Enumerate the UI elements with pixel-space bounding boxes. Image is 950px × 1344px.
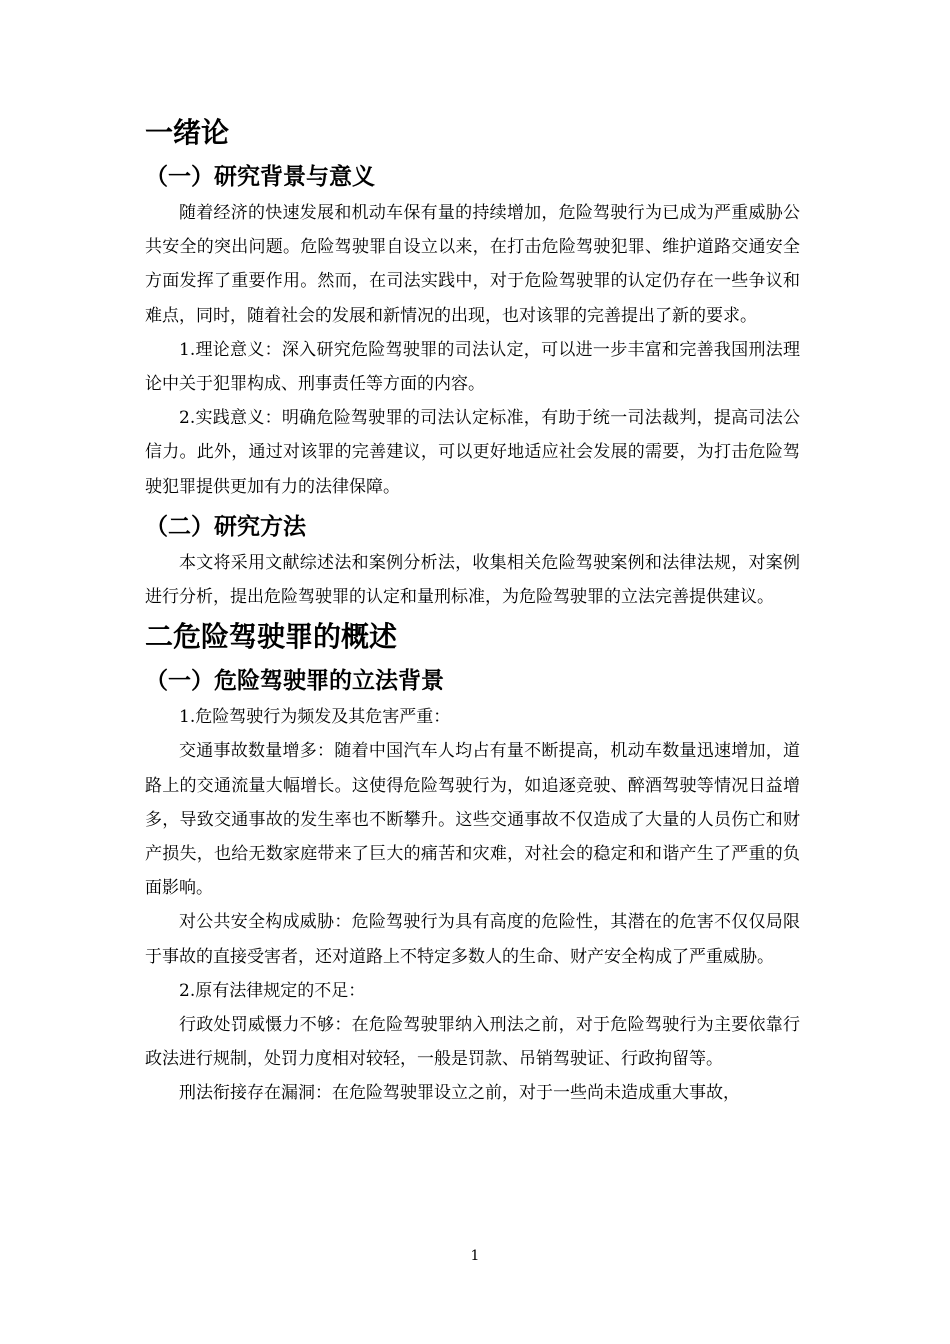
paragraph: 对公共安全构成威胁：危险驾驶行为具有高度的危险性，其潜在的危害不仅仅局限于事故的直接受害者，还对道路上不特定多数人的生命、财产安全构成了严重威胁。 (145, 912, 800, 967)
section-2-heading: 二危险驾驶罪的概述 (145, 620, 398, 654)
paragraph: 本文将采用文献综述法和案例分析法，收集相关危险驾驶案例和法律法规，对案例进行分析，提出危险驾驶罪的认定和量刑标准，为危险驾驶罪的立法完善提供建议。 (145, 552, 800, 608)
paragraph: 行政处罚威慑力不够：在危险驾驶罪纳入刑法之前，对于危险驾驶行为主要依靠行政法进行规制，处罚力度相对较轻，一般是罚款、吊销驾驶证、行政拘留等。 (145, 1015, 800, 1070)
paragraph: 2.实践意义：明确危险驾驶罪的司法认定标准，有助于统一司法裁判，提高司法公信力。此外，通过对该罪的完善建议，可以更好地适应社会发展的需要，为打击危险驾驶犯罪提供更加有力的法律保障。 (145, 408, 800, 497)
paragraph: 交通事故数量增多：随着中国汽车人均占有量不断提高，机动车数量迅速增加，道路上的交通流量大幅增长。这使得危险驾驶行为，如追逐竞驶、醉酒驾驶等情况日益增多，导致交通事故的发生率也不断攀升。这些交通事故不仅造成了大量的人员伤亡和财产损失，也给无数家庭带来了巨大的痛苦和灾难，对社会的稳定和和谐产生了严重的负面影响。 (145, 741, 800, 899)
paragraph: 随着经济的快速发展和机动车保有量的持续增加，危险驾驶行为已成为严重威胁公共安全的突出问题。危险驾驶罪自设立以来，在打击危险驾驶犯罪、维护道路交通安全方面发挥了重要作用。然而，在司法实践中，对于危险驾驶罪的认定仍存在一些争议和难点，同时，随着社会的发展和新情况的出现，也对该罪的完善提出了新的要求。 (145, 203, 800, 326)
document-body (145, 112, 800, 1111)
section-2-1-heading: （一）危险驾驶罪的立法背景 (145, 668, 444, 695)
section-1-2-heading: （二）研究方法 (145, 513, 306, 540)
paragraph: 1.理论意义：深入研究危险驾驶罪的司法认定，可以进一步丰富和完善我国刑法理论中关于犯罪构成、刑事责任等方面的内容。 (145, 339, 800, 395)
page-number: 1 (470, 1248, 480, 1264)
section-1-1-heading: （一）研究背景与意义 (145, 164, 375, 190)
paragraph: 1.危险驾驶行为频发及其危害严重： (179, 707, 451, 728)
paragraph: 刑法衔接存在漏洞：在危险驾驶罪设立之前，对于一些尚未造成重大事故， (179, 1083, 740, 1104)
paragraph: 2.原有法律规定的不足： (179, 980, 366, 1001)
section-1-heading: 一绪论 (145, 116, 230, 149)
